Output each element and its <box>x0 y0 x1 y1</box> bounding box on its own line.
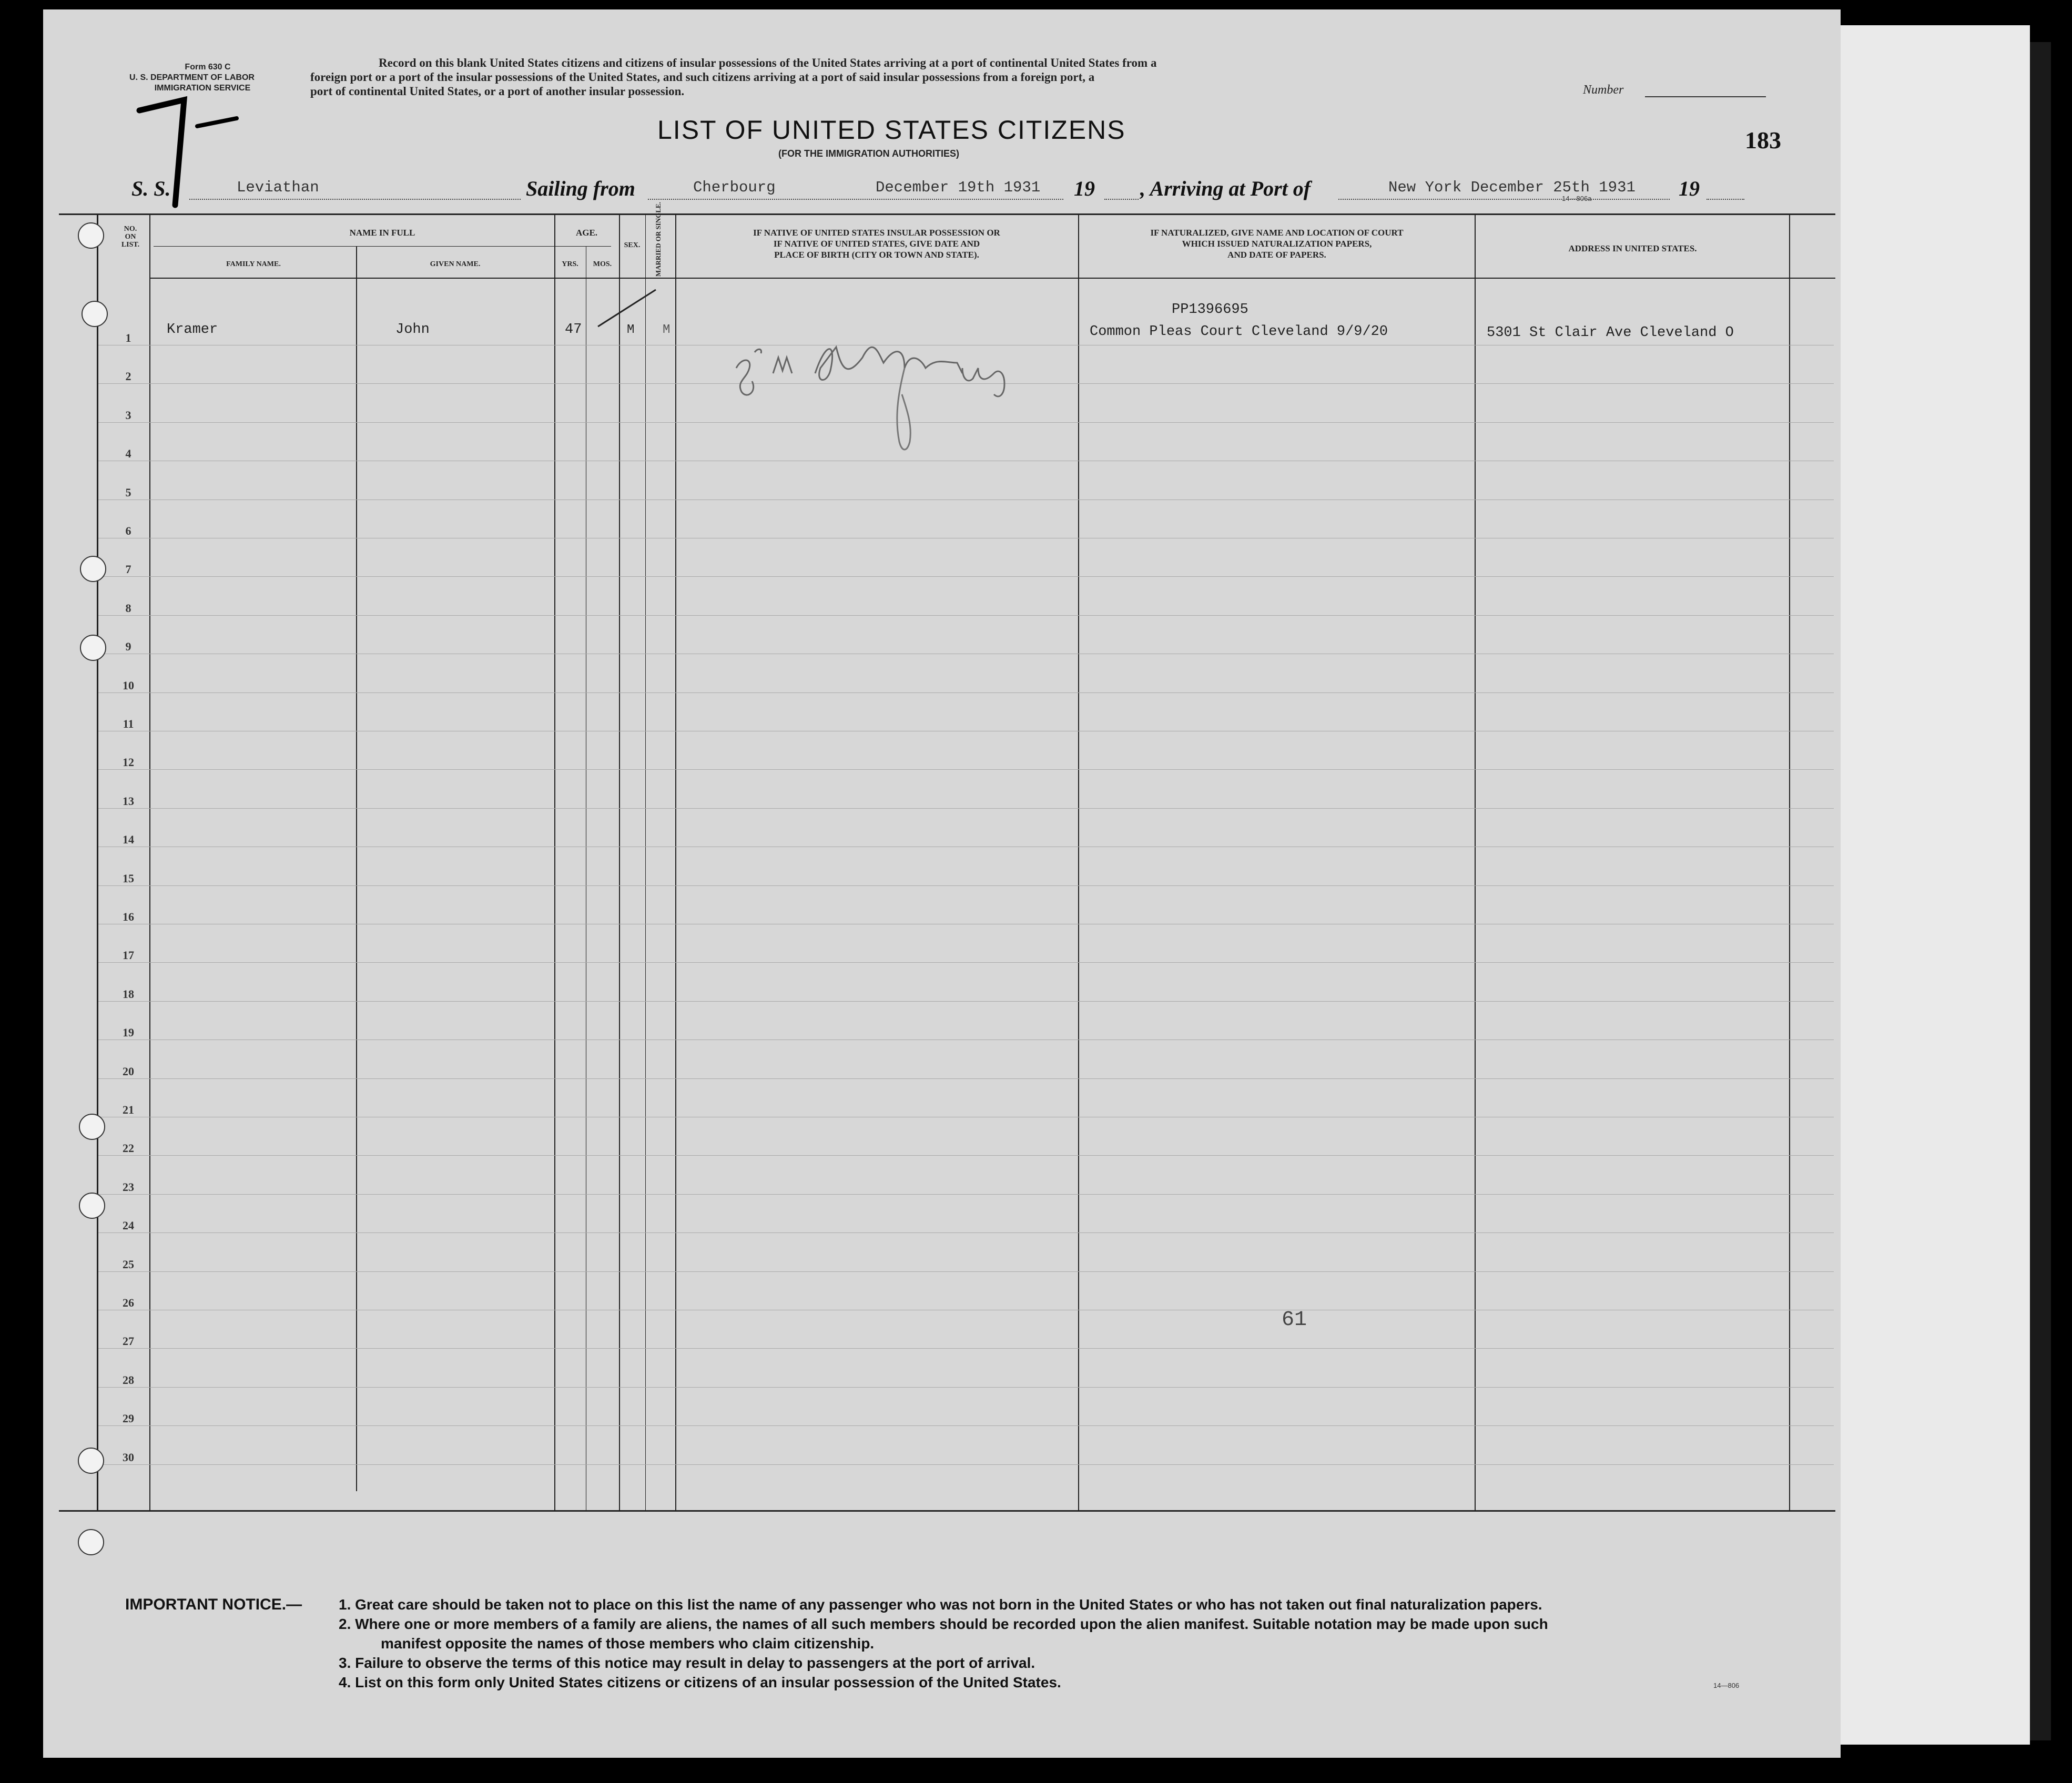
col-border-birth <box>675 213 676 1510</box>
table-row <box>98 1464 1834 1465</box>
header-nat-line-1: IF NATURALIZED, GIVE NAME AND LOCATION OF COURT <box>1150 228 1404 238</box>
notice-text-4: 4. List on this form only United States citizens or citizens of an insular possession of the United States. <box>339 1674 1061 1690</box>
header-sex: SEX. <box>624 241 641 249</box>
col-border-married <box>645 213 646 1510</box>
header-yrs: YRS. <box>562 260 578 268</box>
ship-name-line <box>189 199 521 200</box>
row-number: 6 <box>125 524 131 537</box>
punch-hole <box>80 556 106 582</box>
instruction-line-2: foreign port or a port of the insular possessions of the United States, and such citizens arriving at a port of said insular possessions from a foreign port, a <box>310 70 1095 84</box>
punch-hole <box>78 222 104 249</box>
bottom-form-code: 14—806 <box>1713 1682 1740 1689</box>
page-subtitle: (FOR THE IMMIGRATION AUTHORITIES) <box>778 148 959 159</box>
row-number: 13 <box>123 794 134 808</box>
notice-item-1 <box>125 1595 1808 1614</box>
row-number: 28 <box>123 1373 134 1387</box>
page-edge <box>1841 25 2030 1745</box>
table-row <box>98 962 1834 963</box>
instruction-line-3: port of continental United States, or a port of another insular possession. <box>310 85 685 98</box>
table-row <box>98 1078 1834 1079</box>
page-edge-shadow <box>2030 42 2051 1740</box>
row-number: 8 <box>125 601 131 615</box>
row1-age-yrs: 47 <box>565 322 582 338</box>
row1-family-name: Kramer <box>167 322 218 338</box>
row-number: 16 <box>123 910 134 923</box>
header-age: AGE. <box>575 228 598 238</box>
header-no-line-3: LIST. <box>121 241 140 249</box>
header-married: MARRIED OR SINGLE. <box>654 202 662 277</box>
arriving-line <box>1338 199 1670 200</box>
ss-label: S. S. <box>131 177 171 200</box>
notice-heading: IMPORTANT NOTICE.— <box>125 1596 302 1613</box>
table-row <box>98 576 1834 577</box>
punch-hole <box>79 1193 105 1219</box>
col-border-naturalized <box>1078 213 1079 1510</box>
row-number: 9 <box>125 640 131 654</box>
punch-hole <box>78 1448 104 1474</box>
form-identifier <box>68 62 316 94</box>
header-no-line-2: ON <box>125 233 136 241</box>
punch-hole <box>80 635 106 661</box>
year-line-2 <box>1707 199 1744 200</box>
notice-item-3 <box>125 1653 1808 1673</box>
row-number: 15 <box>123 871 134 885</box>
table-row <box>98 692 1834 693</box>
header-mos: MOS. <box>593 260 612 268</box>
row-number: 18 <box>123 987 134 1001</box>
row-number: 29 <box>123 1412 134 1425</box>
table-row <box>98 1425 1834 1426</box>
date-from: December 19th 1931 <box>876 179 1041 196</box>
punch-hole <box>82 301 108 327</box>
row-number: 23 <box>123 1180 134 1194</box>
row1-sex: M <box>627 323 635 337</box>
header-name-in-full: NAME IN FULL <box>349 228 415 238</box>
header-address: ADDRESS IN UNITED STATES. <box>1568 243 1697 253</box>
table-row <box>98 885 1834 886</box>
top-form-code: 14—806a <box>1562 195 1592 202</box>
header-birth-line-2: IF NATIVE OF UNITED STATES, GIVE DATE AND <box>773 239 980 249</box>
year-line <box>1104 199 1139 200</box>
row-number: 4 <box>125 447 131 461</box>
notice-item-2-cont <box>125 1634 1808 1653</box>
row-number: 19 <box>123 1026 134 1040</box>
col-border-right <box>1789 213 1790 1510</box>
row-number: 10 <box>123 678 134 692</box>
row-number: 2 <box>125 370 131 383</box>
row-number: 3 <box>125 408 131 422</box>
row1-given-name: John <box>395 322 430 338</box>
notice-item-2 <box>125 1614 1808 1634</box>
row-number: 1 <box>125 331 131 344</box>
stamp-number: 61 <box>1282 1308 1307 1332</box>
table-row <box>98 1155 1834 1156</box>
row-number: 7 <box>125 563 131 576</box>
handwritten-annotation <box>731 337 1068 468</box>
col-border-address <box>1475 213 1476 1510</box>
row-number: 5 <box>125 485 131 499</box>
row-number: 27 <box>123 1334 134 1348</box>
col-border-family <box>149 213 150 1510</box>
row-number: 14 <box>123 833 134 847</box>
table-row <box>98 1001 1834 1002</box>
instruction-line-1: Record on this blank United States citizens and citizens of insular possessions of the United States arriving at a port of continental United States from a <box>379 56 1157 69</box>
table-row <box>98 1232 1834 1233</box>
number-label: Number <box>1583 83 1624 97</box>
port-to-and-date: New York December 25th 1931 <box>1388 179 1636 196</box>
row1-passport-number: PP1396695 <box>1172 302 1248 318</box>
department: U. S. DEPARTMENT OF LABOR <box>129 73 255 82</box>
row-number: 25 <box>123 1257 134 1271</box>
table-row <box>98 808 1834 809</box>
header-naturalized <box>1082 227 1471 260</box>
sailing-line <box>648 199 1063 200</box>
punch-hole <box>78 1529 104 1555</box>
table-row <box>98 1387 1834 1388</box>
sailing-label: Sailing from <box>526 177 635 200</box>
header-no-on-list <box>111 225 149 249</box>
header-given-name: GIVEN NAME. <box>430 260 481 268</box>
notice-text-2-cont: manifest opposite the names of those members who claim citizenship. <box>381 1635 875 1652</box>
row-number: 20 <box>123 1064 134 1078</box>
row-number: 11 <box>123 717 134 730</box>
year-label: 19 <box>1074 177 1095 200</box>
header-birth-line-3: PLACE OF BIRTH (CITY OR TOWN AND STATE). <box>774 250 979 260</box>
table-row <box>98 769 1834 770</box>
row1-address: 5301 St Clair Ave Cleveland O <box>1487 325 1734 341</box>
row-number: 21 <box>123 1103 134 1116</box>
table-row <box>98 1348 1834 1349</box>
col-border-sex <box>619 213 620 1510</box>
header-birth <box>679 227 1074 260</box>
col-border-given <box>356 246 357 1491</box>
table-bottom-border <box>59 1510 1835 1512</box>
number-field-line <box>1645 96 1766 97</box>
row-number: 26 <box>123 1296 134 1309</box>
year-label-2: 19 <box>1679 177 1700 200</box>
header-birth-line-1: IF NATIVE OF UNITED STATES INSULAR POSSESSION OR <box>753 228 1000 238</box>
header-subdivider-name <box>154 246 611 247</box>
page-title: LIST OF UNITED STATES CITIZENS <box>657 115 1126 145</box>
header-divider <box>149 278 1835 279</box>
table-row <box>98 1194 1834 1195</box>
table-top-border <box>59 213 1835 215</box>
ship-name: Leviathan <box>237 179 319 196</box>
row-number: 30 <box>123 1450 134 1464</box>
port-from: Cherbourg <box>693 179 776 196</box>
row-number: 24 <box>123 1219 134 1232</box>
header-nat-line-3: AND DATE OF PAPERS. <box>1227 250 1326 260</box>
header-family-name: FAMILY NAME. <box>226 260 281 268</box>
col-border-no <box>97 213 98 1510</box>
row1-married: M <box>663 323 671 337</box>
notice-text-2: 2. Where one or more members of a family are aliens, the names of all such members should be recorded upon the alien manifest. Suitable notation may be made upon such <box>339 1616 1548 1632</box>
row-number: 12 <box>123 756 134 769</box>
form-number: Form 630 C <box>185 63 231 72</box>
punch-hole <box>79 1114 105 1140</box>
notice-text-3: 3. Failure to observe the terms of this notice may result in delay to passengers at the port of arrival. <box>339 1655 1035 1671</box>
service: IMMIGRATION SERVICE <box>154 84 251 93</box>
row1-naturalization-court: Common Pleas Court Cleveland 9/9/20 <box>1090 324 1388 340</box>
notice-text-1: 1. Great care should be taken not to place on this list the name of any passenger who was not born in the United States or who has not taken out final naturalization papers. <box>339 1596 1542 1613</box>
header-nat-line-2: WHICH ISSUED NATURALIZATION PAPERS, <box>1182 239 1372 249</box>
instruction-text <box>310 56 1520 98</box>
row-number: 17 <box>123 949 134 962</box>
row1-slash-mark <box>595 287 658 329</box>
notice-item-4 <box>125 1673 1808 1692</box>
arriving-label: , Arriving at Port of <box>1140 177 1311 200</box>
important-notice <box>125 1595 1808 1692</box>
page-number: 183 <box>1745 127 1781 154</box>
row-number: 22 <box>123 1142 134 1155</box>
header-no-line-1: NO. <box>124 225 137 233</box>
table-row <box>98 615 1834 616</box>
col-border-age <box>554 213 555 1510</box>
table-row <box>98 1271 1834 1272</box>
